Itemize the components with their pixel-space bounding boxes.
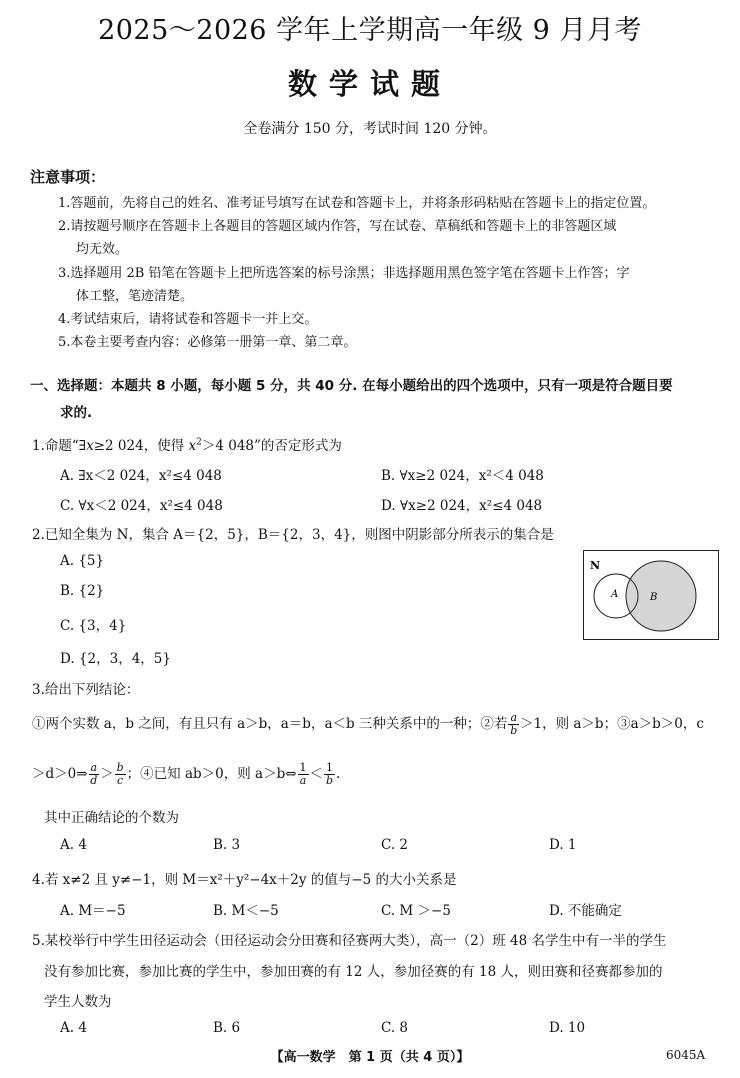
- universe-label: N: [590, 559, 601, 572]
- paper-code: 6045A: [666, 1048, 706, 1062]
- notice-item: 5.本卷主要考查内容：必修第一册第一章、第二章。: [58, 335, 357, 350]
- q4-option-d: D. 不能确定: [549, 903, 622, 919]
- frac-den: a: [299, 774, 307, 787]
- notice-heading: 注意事项：: [30, 168, 106, 186]
- fraction-a-over-d: [89, 762, 100, 787]
- notice-item: 4.考试结束后，请将试卷和答题卡一并上交。: [58, 312, 318, 327]
- frac-den: b: [510, 724, 518, 737]
- notice-item-continued: 均无效。: [76, 242, 129, 257]
- frac-den: c: [117, 774, 124, 787]
- question-2-stem: 2.已知全集为 N，集合 A＝{2，5}，B＝{2，3，4}，则图中阴影部分所表示的集合是: [32, 527, 554, 543]
- question-4-stem: 4.若 x≠2 且 y≠−1，则 M＝x²＋y²−4x＋2y 的值与−5 的大小关系是: [32, 872, 457, 888]
- q1-stem-part: 1.命题“∃: [32, 438, 87, 454]
- q1-option-b: B. ∀x≥2 024，x²＜4 048: [381, 468, 544, 484]
- q3-text: .: [336, 766, 341, 782]
- q4-option-c: C. M ＞−5: [381, 903, 451, 919]
- q3-text: ＞1，则 a＞b；③a＞b＞0，c: [520, 716, 704, 732]
- fraction-a-over-b: [508, 712, 519, 737]
- frac-den: b: [326, 774, 334, 787]
- q4-option-b: B. M＜−5: [213, 903, 279, 919]
- q3-statement-line-2: [32, 762, 340, 787]
- q3-option-b: B. 3: [213, 837, 241, 853]
- notice-item-continued: 体工整，笔迹清楚。: [76, 289, 194, 304]
- q5-option-b: B. 6: [213, 1020, 241, 1036]
- question-5-stem-line: 学生人数为: [44, 994, 112, 1010]
- frac-num: a: [510, 711, 517, 724]
- frac-num: b: [116, 761, 124, 774]
- q3-option-c: C. 2: [381, 837, 409, 853]
- q3-text: ＜: [309, 766, 324, 782]
- q1-option-d: D. ∀x≥2 024，x²≤4 048: [381, 498, 543, 514]
- q1-option-c: C. ∀x＜2 024，x²≤4 048: [60, 498, 223, 514]
- notice-item: 3.选择题用 2B 铅笔在答题卡上把所选答案的标号涂黑；非选择题用黑色签字笔在答题卡上作答；字: [58, 266, 630, 281]
- set-b-label: B: [650, 592, 658, 603]
- frac-num: 1: [299, 761, 307, 774]
- question-5-stem-line: 没有参加比赛，参加比赛的学生中，参加田赛的有 12 人，参加径赛的有 18 人，则田赛和径赛都参加的: [44, 964, 663, 980]
- q2-option-b: B. {2}: [60, 583, 105, 599]
- q5-option-d: D. 10: [549, 1020, 586, 1036]
- venn-diagram: [583, 550, 719, 640]
- q3-option-d: D. 1: [549, 837, 577, 853]
- score-time-line: 全卷满分 150 分，考试时间 120 分钟。: [243, 121, 497, 137]
- q5-option-c: C. 8: [381, 1020, 409, 1036]
- set-a-label: A: [611, 589, 619, 600]
- q1-stem-part: ＞4 048”的否定形式为: [201, 438, 342, 454]
- q3-text: ①两个实数 a，b 之间，有且只有 a＞b，a＝b，a＜b 三种关系中的一种；②若: [32, 716, 508, 732]
- section-heading-continued: 求的.: [60, 405, 93, 421]
- notice-item: 2.请按题号顺序在答题卡上各题目的答题区域内作答，写在试卷、草稿纸和答题卡上的非答题区域: [58, 219, 617, 234]
- fraction-1-over-a: [298, 762, 309, 787]
- q2-option-a: A. {5}: [60, 553, 105, 569]
- notice-item: 1.答题前，先将自己的姓名、准考证号填写在试卷和答题卡上，并将条形码粘贴在答题卡上的指定位置。: [58, 196, 656, 211]
- q3-statement-line-1: [32, 712, 704, 737]
- section-heading: 一、选择题：本题共 8 小题，每小题 5 分，共 40 分. 在每小题给出的四个选项中，只有一项是符合题目要: [30, 378, 673, 394]
- frac-den: d: [90, 774, 98, 787]
- question-1-stem: 1.命题“∃x≥2 024，使得 $x^2>4$ 048”的否定形式为: [32, 437, 342, 454]
- q1-option-a: A. ∃x＜2 024，x²≤4 048: [60, 468, 222, 484]
- frac-num: 1: [326, 761, 334, 774]
- fraction-1-over-b: [324, 762, 335, 787]
- page-footer: 【高一数学 第 1 页（共 4 页）】: [270, 1050, 470, 1065]
- frac-num: a: [90, 761, 98, 774]
- q3-ask: 其中正确结论的个数为: [44, 810, 179, 826]
- subject-title: 数学试题: [287, 67, 452, 101]
- question-3-stem: 3.给出下列结论：: [32, 682, 140, 698]
- q3-option-a: A. 4: [60, 837, 87, 853]
- q3-text: ＞d＞0⇒: [32, 766, 88, 782]
- q3-text: ＞: [100, 766, 114, 782]
- q4-option-a: A. M＝−5: [60, 903, 126, 919]
- q2-option-d: D. {2，3，4，5}: [60, 651, 171, 667]
- exam-title: 2025～2026 学年上学期高一年级 9 月月考: [98, 15, 642, 46]
- q1-stem-part: ≥2 024，使得: [93, 438, 185, 454]
- set-b-circle-shaded: [626, 561, 696, 631]
- question-5-stem-line: 5.某校举行中学生田径运动会（田径运动会分田赛和径赛两大类），高一（2）班 48 名学生中有一半的学生: [32, 933, 667, 949]
- q2-option-c: C. {3，4}: [60, 618, 127, 634]
- q3-text: ；④已知 ab＞0，则 a＞b⇔: [126, 766, 297, 782]
- q5-option-a: A. 4: [60, 1020, 87, 1036]
- fraction-b-over-c: [115, 762, 126, 787]
